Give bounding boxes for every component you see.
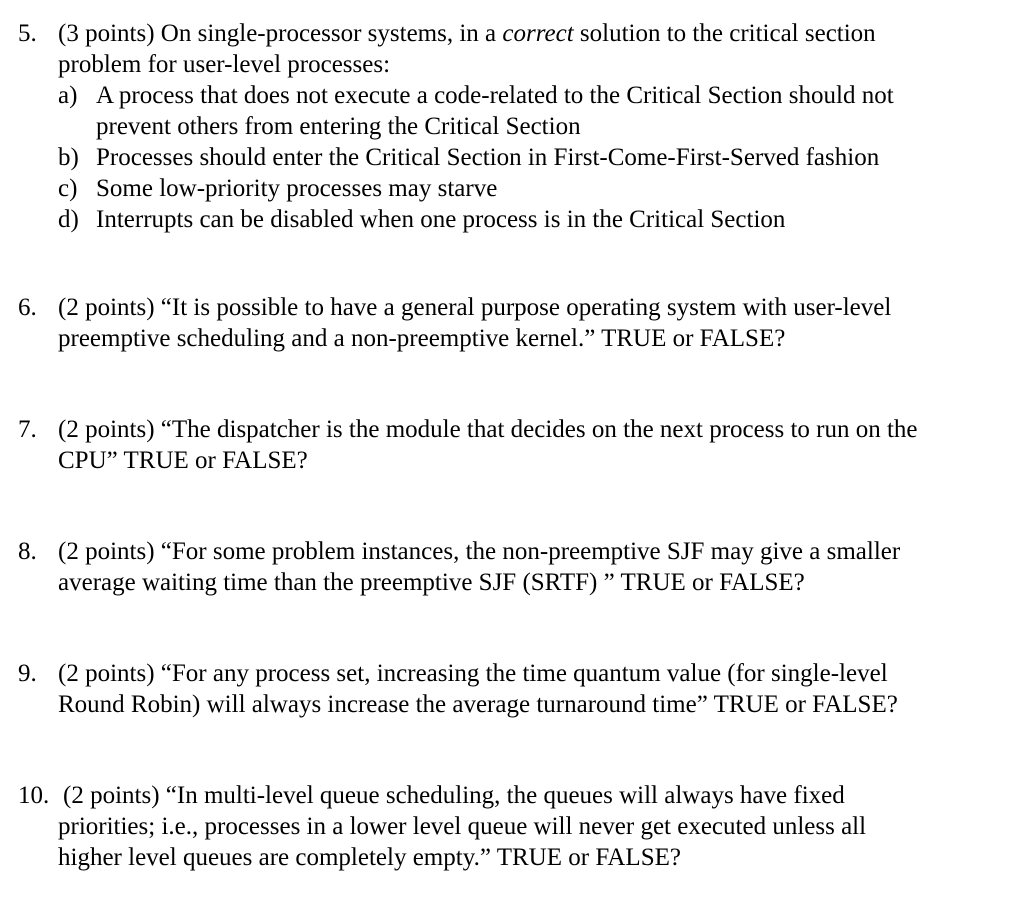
question-points: (2 points)	[63, 782, 160, 809]
option-text: Interrupts can be disabled when one process is in the Critical Section	[96, 206, 786, 233]
question-text	[58, 658, 888, 689]
question-number: 5.	[18, 20, 37, 47]
question-text-part: “For any process set, increasing the time quantum value (for single-level	[160, 660, 888, 687]
question-8	[18, 536, 1008, 598]
question-7	[18, 414, 1008, 476]
question-number: 10.	[18, 782, 50, 809]
option-c	[18, 173, 1008, 204]
question-text-part: solution to the critical section	[573, 20, 876, 47]
option-letter: b)	[58, 144, 79, 171]
option-letter: a)	[58, 82, 78, 109]
question-text	[58, 536, 900, 567]
question-text-part: “For some problem instances, the non-preemptive SJF may give a smaller	[160, 538, 901, 565]
question-9	[18, 658, 1008, 720]
question-5	[18, 18, 1008, 235]
question-5-options	[18, 80, 1008, 235]
question-6-line-1	[18, 292, 1008, 323]
option-text: Some low-priority processes may starve	[96, 175, 498, 202]
question-text-part: “It is possible to have a general purpose operating system with user-level	[160, 294, 892, 321]
option-a	[18, 80, 1008, 111]
option-letter: d)	[58, 206, 79, 233]
question-10-line-3: higher level queues are completely empty.” TRUE or FALSE?	[58, 844, 681, 871]
question-5-line-1	[18, 18, 1008, 49]
question-points: (3 points)	[58, 20, 155, 47]
question-10-line-2: priorities; i.e., processes in a lower level queue will never get executed unless all	[58, 813, 867, 840]
question-9-line-2: Round Robin) will always increase the average turnaround time” TRUE or FALSE?	[58, 691, 898, 718]
question-text-part: “The dispatcher is the module that decides on the next process to run on the	[160, 416, 918, 443]
question-text-part: “In multi-level queue scheduling, the queues will always have fixed	[165, 782, 845, 809]
question-6-line-2: preemptive scheduling and a non-preemptive kernel.” TRUE or FALSE?	[58, 325, 786, 352]
question-9-line-1	[18, 658, 1008, 689]
question-text	[63, 780, 845, 811]
question-7-line-2: CPU” TRUE or FALSE?	[58, 447, 308, 474]
question-8-line-1	[18, 536, 1008, 567]
question-8-line-2: average waiting time than the preemptive SJF (SRTF) ” TRUE or FALSE?	[58, 569, 805, 596]
question-7-line-1	[18, 414, 1008, 445]
question-text	[58, 414, 918, 445]
question-number: 6.	[18, 294, 37, 321]
question-number: 8.	[18, 538, 37, 565]
option-text: Processes should enter the Critical Section in First-Come-First-Served fashion	[96, 144, 880, 171]
question-text-part: On single-processor systems, in a	[160, 20, 503, 47]
question-points: (2 points)	[58, 294, 155, 321]
question-number: 7.	[18, 416, 37, 443]
question-points: (2 points)	[58, 660, 155, 687]
option-a-continued: prevent others from entering the Critical Section	[96, 113, 581, 140]
option-text: A process that does not execute a code-related to the Critical Section should not	[96, 82, 894, 109]
question-points: (2 points)	[58, 538, 155, 565]
question-text	[58, 18, 876, 49]
question-6	[18, 292, 1008, 354]
option-letter: c)	[58, 175, 78, 202]
question-10-line-1	[18, 780, 1008, 811]
question-number: 9.	[18, 660, 37, 687]
question-text	[58, 292, 891, 323]
question-points: (2 points)	[58, 416, 155, 443]
question-text-emphasis: correct	[502, 20, 574, 47]
question-5-line-2: problem for user-level processes:	[58, 51, 391, 78]
option-b	[18, 142, 1008, 173]
question-10	[18, 780, 1008, 873]
option-d	[18, 204, 1008, 235]
